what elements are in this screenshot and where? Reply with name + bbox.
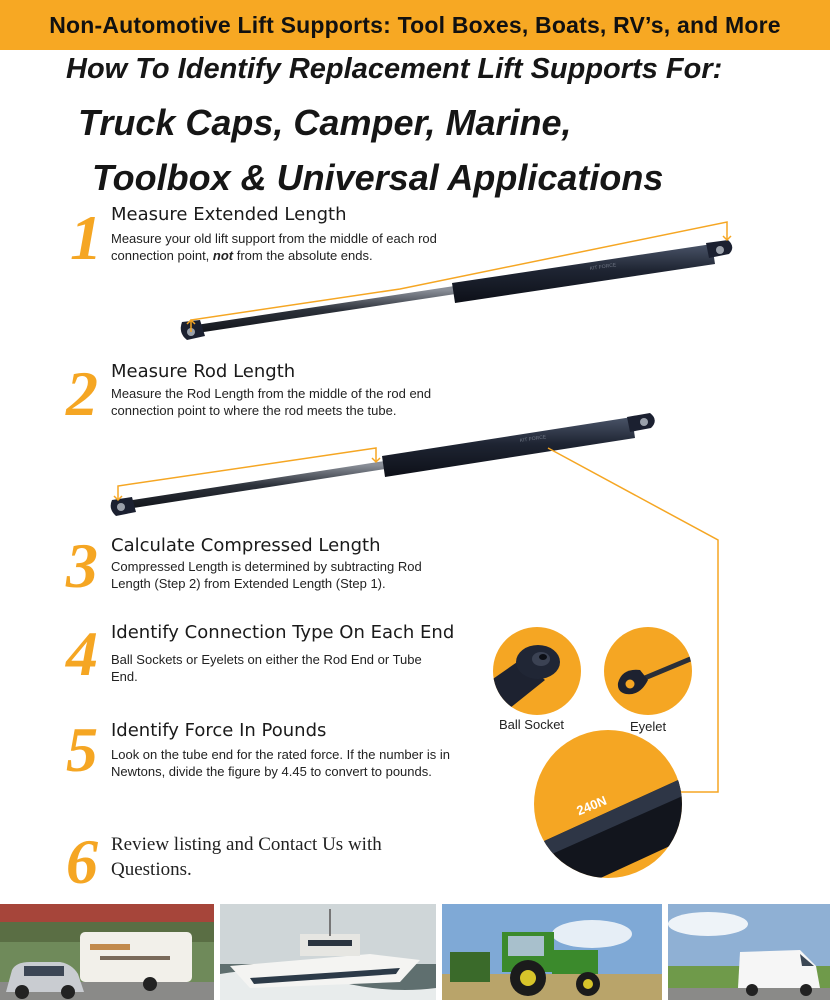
step-2-number: 2 xyxy=(66,358,98,429)
headline-line-1: How To Identify Replacement Lift Supports For: xyxy=(66,53,723,85)
headline-line-2: Truck Caps, Camper, Marine, xyxy=(78,102,572,143)
force-label: 240N xyxy=(574,792,609,819)
eyelet-caption: Eyelet xyxy=(630,719,667,734)
svg-text:KIT FORCE: KIT FORCE xyxy=(589,262,617,272)
headline-line-3: Toolbox & Universal Applications xyxy=(92,157,664,198)
step-1-description: Measure your old lift support from the middle of each rod connection point, not from the absolute ends. xyxy=(111,231,437,263)
step-6-text: Review listing and Contact Us with Questions. xyxy=(111,834,382,880)
force-rating-image xyxy=(520,730,705,906)
step-2-title: Measure Rod Length xyxy=(111,361,296,382)
step-4-description: Ball Sockets or Eyelets on either the Rod End or Tube End. xyxy=(111,652,422,684)
step-5-title: Identify Force In Pounds xyxy=(111,720,327,741)
step-5-description: Look on the tube end for the rated force. If the number is in Newtons, divide the figure by 4.45 to convert to pounds. xyxy=(111,747,450,779)
step-5-number: 5 xyxy=(66,714,98,785)
step-6-number: 6 xyxy=(66,826,98,897)
svg-text:KIT FORCE: KIT FORCE xyxy=(519,434,547,444)
step-4-title: Identify Connection Type On Each End xyxy=(111,622,455,643)
step-3-description: Compressed Length is determined by subtracting Rod Length (Step 2) from Extended Length (Step 1). xyxy=(111,559,422,591)
step-1-title: Measure Extended Length xyxy=(111,204,347,225)
step-4-number: 4 xyxy=(66,618,98,689)
photo-tractor xyxy=(442,904,662,1000)
photo-rv-camper xyxy=(0,904,214,1000)
step-3-title: Calculate Compressed Length xyxy=(111,535,381,556)
photo-van xyxy=(668,904,830,1000)
step-3-number: 3 xyxy=(66,530,98,601)
banner-text: Non-Automotive Lift Supports: Tool Boxes, Boats, RV’s, and More xyxy=(49,11,781,38)
ball-socket-image xyxy=(470,627,581,720)
strut-rod-length xyxy=(111,413,655,516)
step-1-number: 1 xyxy=(70,202,102,273)
step-2-description: Measure the Rod Length from the middle of the rod end connection point to where the rod meets the tube. xyxy=(111,386,432,418)
eyelet-image xyxy=(604,627,700,715)
photo-boat xyxy=(220,904,436,1000)
ball-socket-caption: Ball Socket xyxy=(499,717,565,732)
